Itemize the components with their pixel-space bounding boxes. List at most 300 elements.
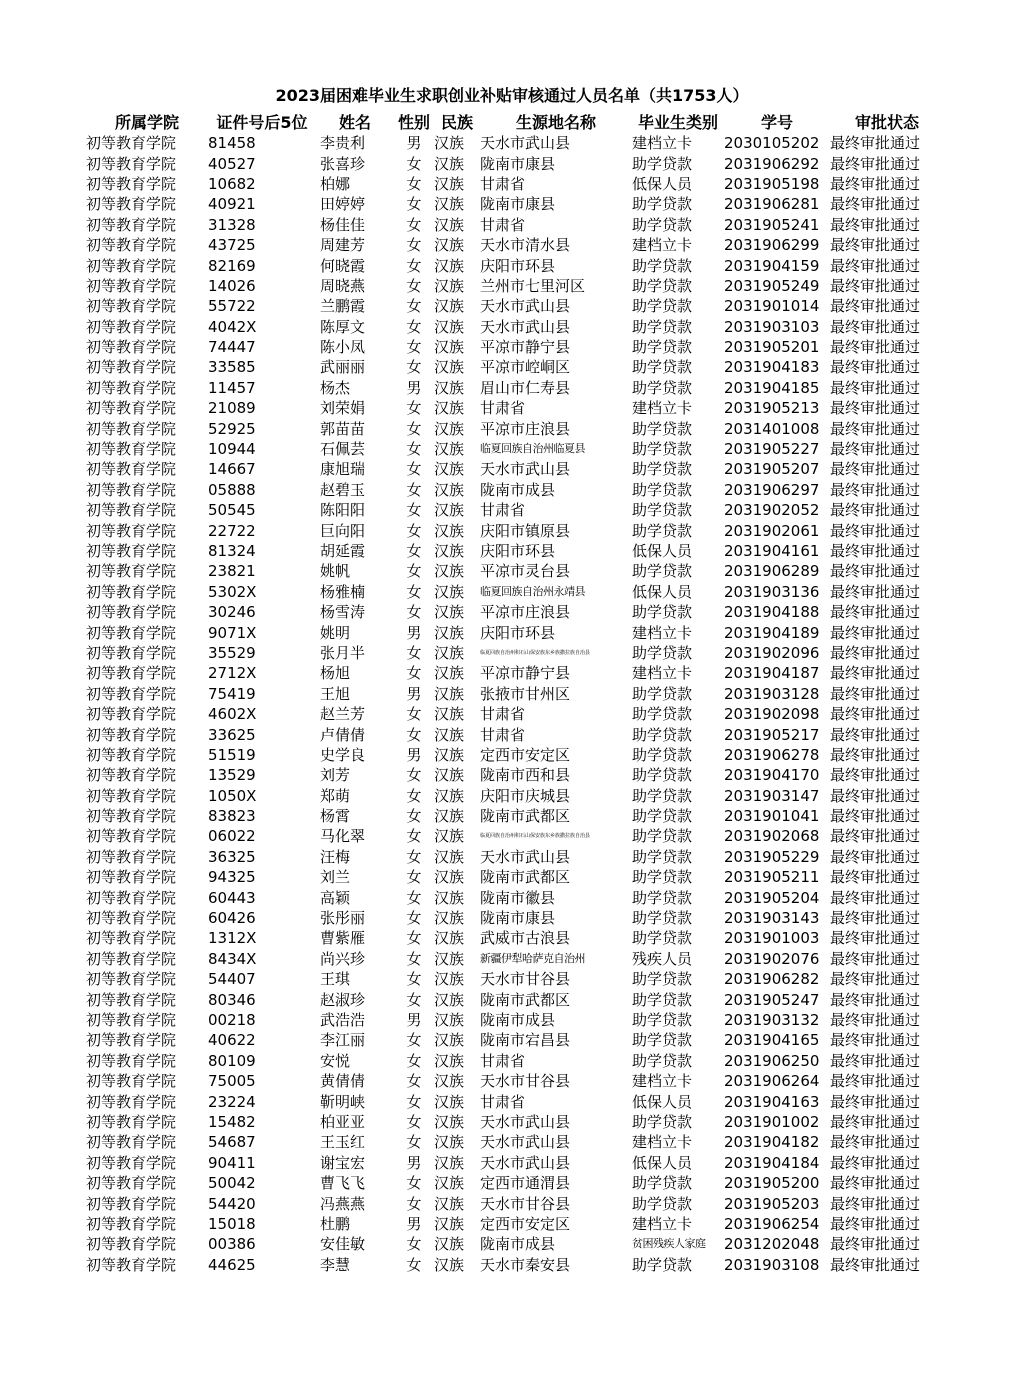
cell-sex: 女 bbox=[406, 664, 422, 683]
cell-id-last5: 9071X bbox=[208, 623, 257, 642]
cell-ethnicity: 汉族 bbox=[434, 419, 465, 438]
table-row bbox=[86, 1193, 944, 1213]
cell-ethnicity: 汉族 bbox=[434, 480, 465, 499]
col-header-name: 姓名 bbox=[338, 113, 371, 132]
cell-origin: 武威市古浪县 bbox=[480, 929, 571, 948]
cell-ethnicity: 汉族 bbox=[434, 664, 465, 683]
cell-name: 姚帆 bbox=[320, 562, 351, 581]
cell-status: 最终审批通过 bbox=[830, 909, 921, 928]
table-row bbox=[86, 296, 944, 316]
cell-name: 赵兰芳 bbox=[320, 705, 366, 724]
cell-name: 刘芳 bbox=[320, 766, 351, 785]
cell-sex: 女 bbox=[406, 1255, 422, 1274]
cell-category: 助学贷款 bbox=[632, 929, 693, 948]
cell-student-no: 2031905204 bbox=[724, 888, 820, 907]
cell-ethnicity: 汉族 bbox=[434, 1255, 465, 1274]
table-row bbox=[86, 194, 944, 214]
cell-id-last5: 81458 bbox=[208, 134, 256, 153]
cell-origin: 甘肃省 bbox=[480, 399, 526, 418]
cell-student-no: 2031401008 bbox=[724, 419, 820, 438]
table-row bbox=[86, 174, 944, 194]
cell-id-last5: 15018 bbox=[208, 1214, 256, 1233]
cell-origin: 庆阳市环县 bbox=[480, 542, 556, 560]
cell-ethnicity: 汉族 bbox=[434, 766, 465, 785]
cell-college: 初等教育学院 bbox=[86, 990, 177, 1009]
cell-origin: 甘肃省 bbox=[480, 1092, 526, 1111]
cell-student-no: 2031904188 bbox=[724, 603, 820, 622]
cell-id-last5: 1312X bbox=[208, 929, 257, 948]
table-row bbox=[86, 459, 944, 479]
cell-status: 最终审批通过 bbox=[830, 1133, 921, 1152]
cell-status: 最终审批通过 bbox=[830, 134, 921, 153]
cell-student-no: 2031901041 bbox=[724, 807, 820, 826]
table-row bbox=[86, 398, 944, 418]
cell-name: 石佩芸 bbox=[320, 440, 366, 459]
cell-college: 初等教育学院 bbox=[86, 807, 177, 826]
cell-ethnicity: 汉族 bbox=[434, 725, 465, 744]
cell-name: 陈小凤 bbox=[320, 338, 366, 357]
cell-sex: 女 bbox=[406, 542, 422, 560]
cell-student-no: 2031903108 bbox=[724, 1255, 820, 1274]
cell-sex: 女 bbox=[406, 1051, 422, 1070]
cell-id-last5: 43725 bbox=[208, 236, 256, 255]
cell-category: 低保人员 bbox=[632, 582, 693, 601]
cell-category: 助学贷款 bbox=[632, 297, 693, 316]
cell-category: 助学贷款 bbox=[632, 847, 693, 866]
cell-ethnicity: 汉族 bbox=[434, 786, 465, 805]
cell-id-last5: 31328 bbox=[208, 215, 256, 234]
cell-name: 李贵利 bbox=[320, 134, 366, 153]
cell-student-no: 2031202048 bbox=[724, 1235, 820, 1254]
cell-name: 胡延霞 bbox=[320, 542, 366, 560]
cell-college: 初等教育学院 bbox=[86, 521, 177, 540]
cell-origin: 天水市武山县 bbox=[480, 1153, 571, 1172]
cell-sex: 女 bbox=[406, 562, 422, 581]
cell-student-no: 2031901003 bbox=[724, 929, 820, 948]
cell-origin: 天水市武山县 bbox=[480, 297, 571, 316]
cell-sex: 男 bbox=[406, 1214, 422, 1233]
cell-id-last5: 8434X bbox=[208, 949, 257, 968]
cell-ethnicity: 汉族 bbox=[434, 174, 465, 193]
col-header-college: 所属学院 bbox=[114, 113, 179, 132]
cell-student-no: 2031906282 bbox=[724, 970, 820, 989]
cell-student-no: 2031903128 bbox=[724, 684, 820, 703]
cell-status: 最终审批通过 bbox=[830, 1051, 921, 1070]
cell-college: 初等教育学院 bbox=[86, 174, 177, 193]
page-title: 2023届困难毕业生求职创业补贴审核通过人员名单（共1753人） bbox=[275, 86, 749, 105]
cell-sex: 女 bbox=[406, 705, 422, 724]
cell-category: 助学贷款 bbox=[632, 807, 693, 826]
cell-college: 初等教育学院 bbox=[86, 134, 177, 153]
cell-sex: 女 bbox=[406, 501, 422, 520]
cell-student-no: 2031905227 bbox=[724, 440, 820, 459]
cell-id-last5: 80346 bbox=[208, 990, 256, 1009]
cell-id-last5: 74447 bbox=[208, 338, 256, 357]
cell-category: 助学贷款 bbox=[632, 562, 693, 581]
cell-ethnicity: 汉族 bbox=[434, 1174, 465, 1193]
col-header-id-last5: 证件号后5位 bbox=[216, 113, 308, 132]
cell-origin: 甘肃省 bbox=[480, 174, 526, 193]
cell-category: 建档立卡 bbox=[632, 399, 693, 418]
cell-student-no: 2031905247 bbox=[724, 990, 820, 1009]
cell-status: 最终审批通过 bbox=[830, 256, 921, 275]
cell-name: 尚兴珍 bbox=[320, 949, 366, 968]
cell-id-last5: 23821 bbox=[208, 562, 256, 581]
cell-name: 武丽丽 bbox=[320, 358, 366, 377]
cell-ethnicity: 汉族 bbox=[434, 297, 465, 316]
cell-ethnicity: 汉族 bbox=[434, 990, 465, 1009]
cell-sex: 女 bbox=[406, 1194, 422, 1213]
cell-student-no: 2031902068 bbox=[724, 827, 820, 846]
cell-ethnicity: 汉族 bbox=[434, 909, 465, 928]
cell-sex: 女 bbox=[406, 480, 422, 499]
cell-category: 助学贷款 bbox=[632, 1031, 693, 1050]
cell-student-no: 2031901002 bbox=[724, 1112, 820, 1131]
cell-sex: 女 bbox=[406, 195, 422, 214]
cell-college: 初等教育学院 bbox=[86, 725, 177, 744]
cell-student-no: 2031903136 bbox=[724, 582, 820, 601]
cell-id-last5: 54687 bbox=[208, 1133, 256, 1152]
cell-college: 初等教育学院 bbox=[86, 297, 177, 316]
cell-status: 最终审批通过 bbox=[830, 1072, 921, 1091]
cell-origin: 天水市武山县 bbox=[480, 1133, 571, 1152]
cell-name: 王琪 bbox=[320, 970, 351, 989]
cell-sex: 女 bbox=[406, 1031, 422, 1050]
table-row bbox=[86, 255, 944, 275]
table-row bbox=[86, 847, 944, 867]
cell-ethnicity: 汉族 bbox=[434, 358, 465, 377]
cell-id-last5: 54420 bbox=[208, 1194, 256, 1213]
cell-name: 杨霄 bbox=[320, 807, 351, 826]
cell-student-no: 2031903147 bbox=[724, 786, 820, 805]
cell-sex: 男 bbox=[406, 684, 422, 703]
cell-ethnicity: 汉族 bbox=[434, 1194, 465, 1213]
cell-origin: 天水市甘谷县 bbox=[480, 1194, 571, 1213]
cell-status: 最终审批通过 bbox=[830, 399, 921, 418]
cell-category: 建档立卡 bbox=[632, 1072, 693, 1091]
cell-sex: 女 bbox=[406, 276, 422, 295]
cell-name: 郑萌 bbox=[320, 786, 351, 805]
cell-name: 郭苗苗 bbox=[320, 419, 366, 438]
cell-category: 助学贷款 bbox=[632, 643, 693, 662]
cell-status: 最终审批通过 bbox=[830, 378, 921, 397]
cell-category: 助学贷款 bbox=[632, 276, 693, 295]
cell-sex: 女 bbox=[406, 990, 422, 1009]
cell-student-no: 2031906250 bbox=[724, 1051, 820, 1070]
cell-id-last5: 44625 bbox=[208, 1255, 256, 1274]
table-row bbox=[86, 317, 944, 337]
cell-college: 初等教育学院 bbox=[86, 847, 177, 866]
cell-id-last5: 83823 bbox=[208, 807, 256, 826]
cell-name: 王旭 bbox=[320, 684, 351, 703]
cell-student-no: 2031906292 bbox=[724, 154, 820, 173]
cell-status: 最终审批通过 bbox=[830, 562, 921, 581]
cell-sex: 女 bbox=[406, 1235, 422, 1254]
cell-ethnicity: 汉族 bbox=[434, 562, 465, 581]
table-row bbox=[86, 1173, 944, 1193]
cell-ethnicity: 汉族 bbox=[434, 827, 465, 846]
cell-ethnicity: 汉族 bbox=[434, 603, 465, 622]
cell-student-no: 2031902098 bbox=[724, 705, 820, 724]
cell-ethnicity: 汉族 bbox=[434, 542, 465, 560]
cell-ethnicity: 汉族 bbox=[434, 684, 465, 703]
cell-status: 最终审批通过 bbox=[830, 236, 921, 255]
cell-ethnicity: 汉族 bbox=[434, 705, 465, 724]
cell-sex: 女 bbox=[406, 1092, 422, 1111]
cell-name: 曹飞飞 bbox=[320, 1174, 366, 1193]
cell-category: 助学贷款 bbox=[632, 1174, 693, 1193]
cell-student-no: 2031905217 bbox=[724, 725, 820, 744]
cell-id-last5: 13529 bbox=[208, 766, 256, 785]
cell-student-no: 2031904163 bbox=[724, 1092, 820, 1111]
cell-name: 黄倩倩 bbox=[320, 1072, 366, 1091]
cell-origin: 眉山市仁寿县 bbox=[480, 378, 571, 397]
cell-category: 助学贷款 bbox=[632, 195, 693, 214]
cell-id-last5: 36325 bbox=[208, 847, 256, 866]
cell-category: 助学贷款 bbox=[632, 460, 693, 479]
cell-category: 助学贷款 bbox=[632, 868, 693, 887]
cell-origin: 兰州市七里河区 bbox=[480, 276, 586, 295]
col-header-origin: 生源地名称 bbox=[515, 113, 596, 132]
cell-category: 建档立卡 bbox=[632, 134, 693, 153]
cell-sex: 男 bbox=[406, 378, 422, 397]
cell-student-no: 2031905200 bbox=[724, 1174, 820, 1193]
cell-ethnicity: 汉族 bbox=[434, 929, 465, 948]
cell-status: 最终审批通过 bbox=[830, 949, 921, 968]
cell-id-last5: 75005 bbox=[208, 1072, 256, 1091]
cell-origin: 陇南市成县 bbox=[480, 480, 556, 499]
cell-name: 柏娜 bbox=[320, 174, 351, 193]
cell-sex: 女 bbox=[406, 970, 422, 989]
cell-category: 助学贷款 bbox=[632, 745, 693, 764]
cell-student-no: 2031904161 bbox=[724, 542, 820, 560]
cell-sex: 男 bbox=[406, 623, 422, 642]
cell-college: 初等教育学院 bbox=[86, 1031, 177, 1050]
cell-ethnicity: 汉族 bbox=[434, 888, 465, 907]
cell-id-last5: 10682 bbox=[208, 174, 256, 193]
cell-status: 最终审批通过 bbox=[830, 847, 921, 866]
cell-ethnicity: 汉族 bbox=[434, 970, 465, 989]
table-row bbox=[86, 969, 944, 989]
cell-sex: 女 bbox=[406, 1112, 422, 1131]
cell-status: 最终审批通过 bbox=[830, 460, 921, 479]
cell-ethnicity: 汉族 bbox=[434, 1031, 465, 1050]
cell-college: 初等教育学院 bbox=[86, 562, 177, 581]
cell-ethnicity: 汉族 bbox=[434, 1010, 465, 1029]
cell-origin: 庆阳市环县 bbox=[480, 623, 556, 642]
cell-origin: 平凉市静宁县 bbox=[480, 664, 571, 683]
cell-id-last5: 11457 bbox=[208, 378, 256, 397]
cell-category: 助学贷款 bbox=[632, 521, 693, 540]
cell-origin: 天水市甘谷县 bbox=[480, 1072, 571, 1091]
cell-college: 初等教育学院 bbox=[86, 970, 177, 989]
cell-status: 最终审批通过 bbox=[830, 521, 921, 540]
cell-status: 最终审批通过 bbox=[830, 1214, 921, 1233]
cell-student-no: 2031904170 bbox=[724, 766, 820, 785]
cell-ethnicity: 汉族 bbox=[434, 949, 465, 968]
cell-college: 初等教育学院 bbox=[86, 909, 177, 928]
cell-ethnicity: 汉族 bbox=[434, 1072, 465, 1091]
cell-status: 最终审批通过 bbox=[830, 705, 921, 724]
cell-student-no: 2031902076 bbox=[724, 949, 820, 968]
cell-name: 卢倩倩 bbox=[320, 725, 366, 744]
cell-status: 最终审批通过 bbox=[830, 827, 921, 846]
table-row bbox=[86, 1030, 944, 1050]
cell-category: 建档立卡 bbox=[632, 236, 693, 255]
cell-origin: 陇南市康县 bbox=[480, 195, 556, 214]
cell-sex: 女 bbox=[406, 949, 422, 968]
cell-student-no: 2031904182 bbox=[724, 1133, 820, 1152]
cell-name: 陈阳阳 bbox=[320, 501, 366, 520]
cell-origin: 陇南市武都区 bbox=[480, 990, 571, 1009]
cell-category: 建档立卡 bbox=[632, 623, 693, 642]
cell-origin: 陇南市成县 bbox=[480, 1235, 556, 1254]
cell-college: 初等教育学院 bbox=[86, 623, 177, 642]
cell-status: 最终审批通过 bbox=[830, 215, 921, 234]
cell-sex: 女 bbox=[406, 521, 422, 540]
cell-name: 谢宝宏 bbox=[320, 1153, 366, 1172]
cell-origin: 定西市通渭县 bbox=[480, 1174, 571, 1193]
cell-college: 初等教育学院 bbox=[86, 1194, 177, 1213]
cell-sex: 女 bbox=[406, 236, 422, 255]
cell-college: 初等教育学院 bbox=[86, 501, 177, 520]
cell-category: 助学贷款 bbox=[632, 419, 693, 438]
cell-category: 低保人员 bbox=[632, 1092, 693, 1111]
cell-status: 最终审批通过 bbox=[830, 480, 921, 499]
cell-status: 最终审批通过 bbox=[830, 888, 921, 907]
cell-origin: 庆阳市镇原县 bbox=[480, 521, 571, 540]
cell-student-no: 2031904165 bbox=[724, 1031, 820, 1050]
cell-college: 初等教育学院 bbox=[86, 1214, 177, 1233]
cell-sex: 女 bbox=[406, 643, 422, 662]
cell-origin: 甘肃省 bbox=[480, 501, 526, 520]
cell-name: 张月半 bbox=[320, 643, 366, 662]
table-row bbox=[86, 582, 944, 602]
cell-college: 初等教育学院 bbox=[86, 1051, 177, 1070]
cell-category: 助学贷款 bbox=[632, 378, 693, 397]
cell-category: 助学贷款 bbox=[632, 888, 693, 907]
cell-college: 初等教育学院 bbox=[86, 705, 177, 724]
cell-origin: 庆阳市环县 bbox=[480, 256, 556, 275]
cell-college: 初等教育学院 bbox=[86, 317, 177, 336]
cell-origin: 天水市武山县 bbox=[480, 317, 571, 336]
table-row bbox=[86, 663, 944, 683]
cell-id-last5: 10944 bbox=[208, 440, 256, 459]
cell-id-last5: 14667 bbox=[208, 460, 256, 479]
cell-name: 王玉红 bbox=[320, 1133, 366, 1152]
cell-name: 李江丽 bbox=[320, 1031, 366, 1050]
cell-origin: 平凉市灵台县 bbox=[480, 562, 571, 581]
cell-status: 最终审批通过 bbox=[830, 786, 921, 805]
cell-category: 助学贷款 bbox=[632, 603, 693, 622]
cell-student-no: 2031904185 bbox=[724, 378, 820, 397]
cell-category: 低保人员 bbox=[632, 542, 693, 560]
cell-origin: 甘肃省 bbox=[480, 725, 526, 744]
cell-student-no: 2031905201 bbox=[724, 338, 820, 357]
cell-origin: 陇南市西和县 bbox=[480, 766, 571, 785]
cell-category: 助学贷款 bbox=[632, 970, 693, 989]
cell-college: 初等教育学院 bbox=[86, 1153, 177, 1172]
cell-student-no: 2031905229 bbox=[724, 847, 820, 866]
cell-id-last5: 14026 bbox=[208, 276, 256, 295]
table-row bbox=[86, 337, 944, 357]
cell-id-last5: 60443 bbox=[208, 888, 256, 907]
cell-name: 史学良 bbox=[320, 745, 366, 764]
cell-sex: 男 bbox=[406, 745, 422, 764]
table-row bbox=[86, 153, 944, 173]
cell-student-no: 2031904187 bbox=[724, 664, 820, 683]
cell-id-last5: 4602X bbox=[208, 705, 257, 724]
cell-category: 助学贷款 bbox=[632, 480, 693, 499]
cell-college: 初等教育学院 bbox=[86, 949, 177, 968]
cell-status: 最终审批通过 bbox=[830, 358, 921, 377]
cell-sex: 女 bbox=[406, 154, 422, 173]
cell-ethnicity: 汉族 bbox=[434, 1133, 465, 1152]
cell-ethnicity: 汉族 bbox=[434, 643, 465, 662]
cell-status: 最终审批通过 bbox=[830, 419, 921, 438]
cell-college: 初等教育学院 bbox=[86, 460, 177, 479]
table-row bbox=[86, 480, 944, 500]
cell-id-last5: 90411 bbox=[208, 1153, 256, 1172]
cell-status: 最终审批通过 bbox=[830, 338, 921, 357]
cell-name: 张彤丽 bbox=[320, 909, 366, 928]
cell-id-last5: 94325 bbox=[208, 868, 256, 887]
cell-name: 姚明 bbox=[320, 623, 351, 642]
cell-category: 低保人员 bbox=[632, 1153, 693, 1172]
table-row bbox=[86, 133, 944, 153]
cell-status: 最终审批通过 bbox=[830, 684, 921, 703]
cell-college: 初等教育学院 bbox=[86, 745, 177, 764]
cell-name: 康旭瑞 bbox=[320, 460, 366, 479]
cell-college: 初等教育学院 bbox=[86, 888, 177, 907]
cell-name: 冯燕燕 bbox=[320, 1194, 366, 1213]
cell-id-last5: 00386 bbox=[208, 1235, 256, 1254]
table-row bbox=[86, 786, 944, 806]
cell-name: 杨杰 bbox=[320, 378, 351, 397]
cell-category: 助学贷款 bbox=[632, 909, 693, 928]
cell-status: 最终审批通过 bbox=[830, 276, 921, 295]
cell-ethnicity: 汉族 bbox=[434, 134, 465, 153]
cell-student-no: 2031906281 bbox=[724, 195, 820, 214]
cell-category: 助学贷款 bbox=[632, 501, 693, 520]
cell-name: 安佳敏 bbox=[320, 1235, 366, 1254]
cell-name: 赵淑珍 bbox=[320, 990, 366, 1009]
cell-name: 陈厚文 bbox=[320, 317, 366, 336]
table-row bbox=[86, 765, 944, 785]
cell-sex: 女 bbox=[406, 215, 422, 234]
cell-sex: 女 bbox=[406, 419, 422, 438]
cell-college: 初等教育学院 bbox=[86, 827, 177, 846]
cell-sex: 女 bbox=[406, 603, 422, 622]
cell-status: 最终审批通过 bbox=[830, 501, 921, 520]
cell-status: 最终审批通过 bbox=[830, 542, 921, 560]
cell-name: 杜鹏 bbox=[320, 1214, 351, 1233]
cell-sex: 女 bbox=[406, 827, 422, 846]
cell-origin: 平凉市庄浪县 bbox=[480, 419, 571, 438]
cell-category: 助学贷款 bbox=[632, 1051, 693, 1070]
cell-id-last5: 33625 bbox=[208, 725, 256, 744]
table-row bbox=[86, 1091, 944, 1111]
cell-name: 何晓霞 bbox=[320, 256, 366, 275]
cell-status: 最终审批通过 bbox=[830, 664, 921, 683]
cell-student-no: 2031902061 bbox=[724, 521, 820, 540]
cell-name: 张喜珍 bbox=[320, 154, 366, 173]
cell-origin: 陇南市武都区 bbox=[480, 807, 571, 826]
cell-origin: 定西市安定区 bbox=[480, 1214, 571, 1233]
cell-sex: 女 bbox=[406, 888, 422, 907]
cell-name: 巨向阳 bbox=[320, 521, 366, 540]
cell-college: 初等教育学院 bbox=[86, 338, 177, 357]
